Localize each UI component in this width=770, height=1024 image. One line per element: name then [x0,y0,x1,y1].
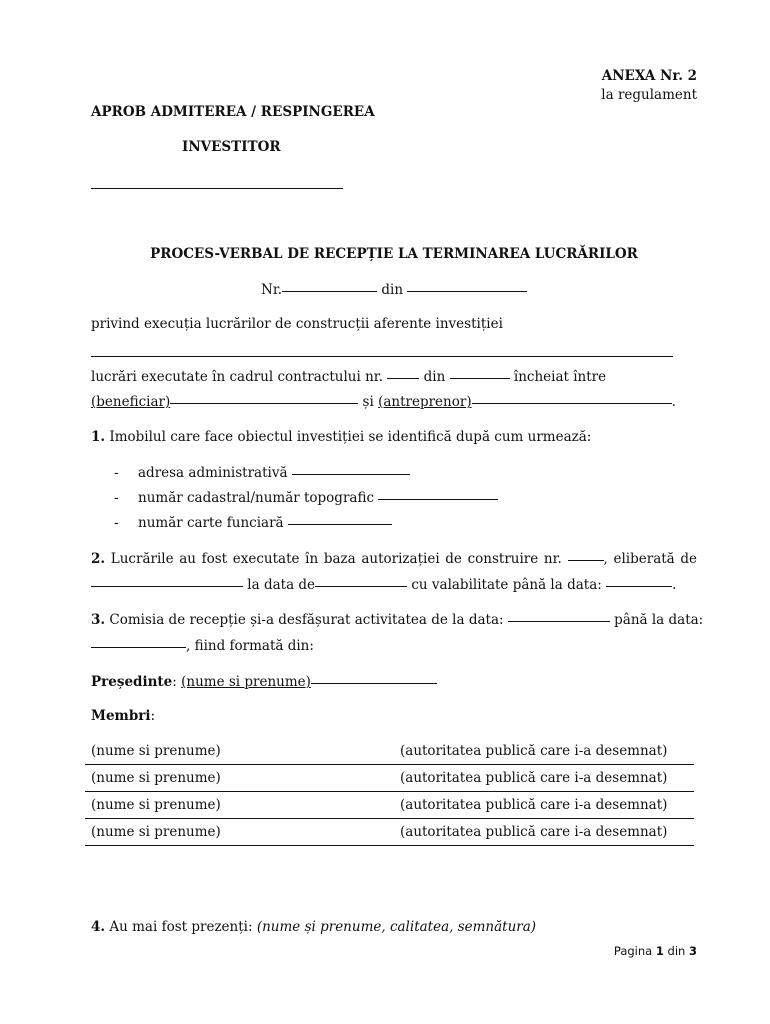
annex-title: ANEXA Nr. 2 [601,68,697,84]
authorization-nr-blank [568,560,604,561]
section-2-line-1 [91,551,697,567]
bullet-dash-icon: - [114,515,119,531]
section-1 [91,429,591,445]
section-3-text-c: , fiind formată din: [186,638,314,654]
beneficiar-label: (beneficiar) [91,394,171,410]
contract-line [91,369,606,385]
contract-text: lucrări executate în cadrul contractului nr. [91,369,384,385]
address-blank [292,474,410,475]
start-date-blank [508,621,610,622]
section-3-line-2 [91,638,314,654]
investment-blank-line [91,356,673,357]
issue-date-blank [315,586,407,587]
land-book-blank [288,524,392,525]
table-row [85,765,694,792]
section-2-number: 2. [91,551,106,567]
validity-date-blank [606,586,672,587]
section-2-text-c: la data de [247,577,316,593]
and-label: și [362,394,374,410]
section-4 [91,919,536,935]
contract-date-blank [450,378,510,379]
document-title: PROCES-VERBAL DE RECEPȚIE LA TERMINAREA LUCRĂRILOR [150,246,638,262]
antreprenor-label: (antreprenor) [378,394,472,410]
member-name: (nume si prenume) [85,765,390,792]
table-row [85,792,694,819]
members-heading [91,708,155,724]
table-row [85,738,694,765]
beneficiar-blank [170,403,358,404]
member-authority: (autoritatea publică care i-a desemnat) [390,792,694,819]
list-item [138,515,392,531]
section-2-text-a: Lucrările au fost executate în baza autorizației de construire nr. [110,551,562,567]
section-3-line-1 [91,612,703,628]
list-item [138,490,498,506]
member-name: (nume si prenume) [85,792,390,819]
president-value: (nume si prenume) [181,674,311,690]
date-blank [407,291,527,292]
table-row [85,819,694,846]
land-book-label: număr carte funciară [138,515,284,531]
section-4-text: Au mai fost prezenți: [109,919,253,935]
approval-heading: APROB ADMITEREA / RESPINGEREA [91,104,375,120]
footer-total-pages: 3 [688,944,697,958]
section-3-text-b: până la data: [614,612,704,628]
president-blank [311,683,437,684]
section-4-number: 4. [91,919,106,935]
end-date-blank [91,647,186,648]
nr-label: Nr. [261,282,283,298]
footer-pagina: Pagina [613,944,653,958]
section-1-text: Imobilul care face obiectul investiției se identifică după cum urmează: [109,429,592,445]
section-2-text-d: cu valabilitate până la data: [411,577,602,593]
footer-din: din [667,944,686,958]
members-table [85,738,694,846]
issuer-blank [91,586,243,587]
section-2-line-2 [91,577,676,593]
section-2-end: . [672,577,677,593]
bullet-dash-icon: - [114,465,119,481]
member-authority: (autoritatea publică care i-a desemnat) [390,738,694,765]
parties-end: . [671,394,676,410]
member-name: (nume si prenume) [85,738,390,765]
member-name: (nume si prenume) [85,819,390,846]
members-colon: : [150,708,156,724]
parties-line [91,394,676,410]
annex-subtitle: la regulament [601,87,697,103]
cadastral-blank [378,499,498,500]
member-authority: (autoritatea publică care i-a desemnat) [390,819,694,846]
address-label: adresa administrativă [138,465,288,481]
din-label: din [381,282,404,298]
contract-incheiat: încheiat între [513,369,607,385]
section-3-number: 3. [91,612,106,628]
section-4-italic: (nume și prenume, calitatea, semnătura) [256,919,537,935]
footer-current-page: 1 [655,944,664,958]
section-1-number: 1. [91,429,106,445]
members-label: Membri [91,708,151,724]
section-2-text-b: , eliberată de [603,551,698,567]
investor-heading: INVESTITOR [182,139,281,155]
number-date-line [261,282,527,298]
page-footer [614,944,697,958]
nr-blank [282,291,377,292]
signature-line [91,188,343,189]
antreprenor-blank [472,403,672,404]
contract-din: din [423,369,446,385]
member-authority: (autoritatea publică care i-a desemnat) [390,765,694,792]
investment-line: privind execuția lucrărilor de construcții aferente investiției [91,316,503,332]
president-colon: : [172,674,177,690]
cadastral-label: număr cadastral/număr topografic [138,490,375,506]
section-3-text-a: Comisia de recepție și-a desfășurat activitatea de la data: [109,612,504,628]
bullet-dash-icon: - [114,490,119,506]
contract-nr-blank [387,378,419,379]
president-label: Președinte [91,674,173,690]
list-item [138,465,410,481]
president-line [91,674,437,690]
